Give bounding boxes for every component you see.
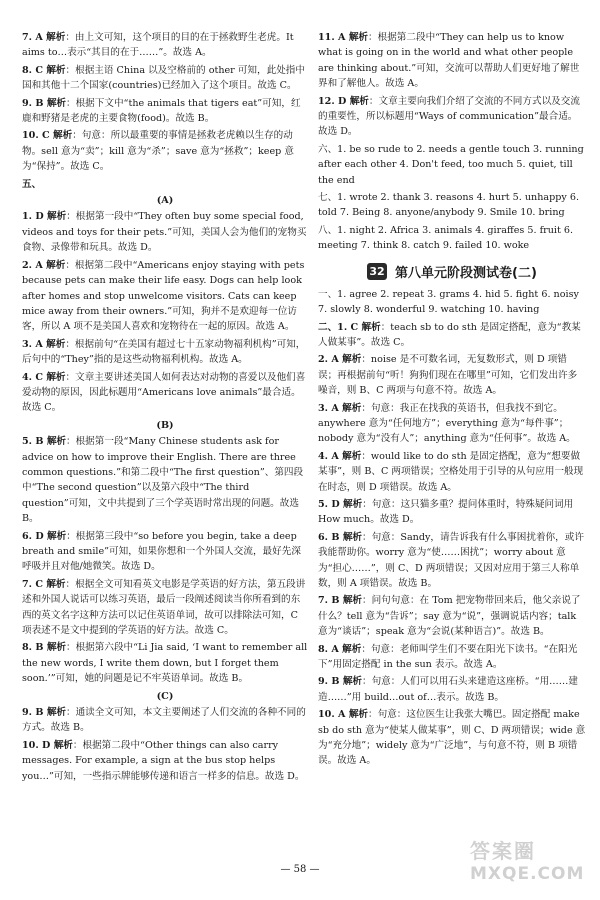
explanation-item [318,449,586,495]
explanation-tag: 解析 [46,64,66,76]
answer-line: 一、1. agree 2. repeat 3. grams 4. hid 5. fight 6. noisy 7. slowly 8. wonderful 9. watching 10. having [318,288,579,316]
explanation-item [22,434,308,526]
item-number: 7. [22,32,33,43]
answer-letter: C [38,130,54,142]
watermark-logo-text: 答案圈 [470,839,536,863]
answer-letter: B [32,707,47,719]
unit-number-badge: 32 [367,263,387,280]
item-number: 8. [22,64,33,76]
answer-letter: A [32,32,47,43]
passage-label: (B) [156,419,174,431]
item-number: 7. [22,578,33,590]
explanation-tag: 解析 [46,371,66,383]
explanation-item [22,705,308,736]
item-number: 8. [22,642,33,654]
explanation-text: ：根据第二段中“Americans enjoy staying with pets because pets can make their life easy. Dogs can help look after homes and stop unwelcome visitors. Cats can keep mice away from their owners.”可知，狗并不是欢迎每一位访客，所以 A 项不是美国人喜欢和宠物待在一起的原因。故选 A。 [22,259,305,333]
explanation-tag: 解析 [47,211,67,223]
explanation-item [318,593,586,639]
item-number: 6. [318,531,329,543]
answer-letter: B [328,531,343,543]
answer-letter: B [328,595,343,607]
answer-letter: A [328,354,343,366]
explanation-text: ：根据第一段“Many Chinese students ask for advice on how to improve their English. There are three common questions.”和第二段中“The first question”、第四段中“The second question”以及第六段中“The third question”可知，文中共提到了三个学英语时常出现的问题。故选 B。 [22,436,304,525]
explanation-item [318,530,586,592]
answer-letter: C [32,64,47,76]
answer-line: 八、1. night 2. Africa 3. animals 4. giraffes 5. fruit 6. meeting 7. think 8. catch 9. failed 10. woke [318,224,574,252]
explanation-tag: 解析 [342,643,362,655]
explanation-item [318,94,586,140]
explanation-text: ：根据第一段中“They often buy some special food, videos and toys for their pets.”可知，美国人会为他们的宠物买食物、录像带和玩具。故选 D。 [22,211,307,254]
answer-letter: A [334,32,349,43]
explanation-tag: 解析 [46,32,66,43]
answer-letter: D [328,498,344,510]
explanation-tag: 解析 [46,259,66,271]
explanation-text: ：根据全文可知看英文电影是学英语的好方法，第五段讲述和外国人说话可以练习英语，最后一段阐述阅读当你所看到的东西的英文名字这种方法可以记住英语单词，故可以排除法可知，C 项表述不是文中提到的学英语的好方法。故选 C。 [22,578,306,637]
answer-letter: A [328,643,343,655]
answer-letter: B [32,436,47,448]
explanation-text: ：由上文可知，这个项目的目的在于拯救野生老虎。It aims to…表示“其目的在于……”。故选 A。 [22,32,294,59]
explanation-item [22,738,308,784]
explanation-item [318,320,586,351]
explanation-text: ：根据前句“在美国有超过七十五家动物福利机构”可知，后句中的“They”指的是这些动物福利机构。故选 A。 [22,338,306,366]
watermark [470,835,584,884]
item-number: 10. [22,739,39,751]
answer-letter: D [32,211,48,223]
explanation-item [318,642,586,673]
watermark-site-text: MXQE.COM [470,864,585,884]
explanation-item [318,497,586,528]
answer-line: 六、1. be so rude to 2. needs a gentle touch 3. running after each other 4. Don't feed, too much 5. quiet, till the end [318,143,584,186]
explanation-tag: 解析 [342,402,362,414]
explanation-text: ：根据主语 China 以及空格前的 other 可知，此处指中国和其他十二个国家(countries)已经加入了这个项目。故选 C。 [22,64,305,92]
explanation-tag: 解析 [342,450,362,462]
answer-line: 七、1. wrote 2. thank 3. reasons 4. hurt 5. unhappy 6. told 7. Being 8. anyone/anybody 9. Smile 10. bring [318,192,579,219]
explanation-tag: 解析 [46,338,66,350]
passage-label: (A) [156,195,174,207]
explanation-tag: 解析 [46,97,66,109]
explanation-item [22,63,308,94]
explanation-tag: 解析 [342,595,362,607]
item-number: 10. [318,709,335,721]
explanation-tag: 解析 [47,530,67,542]
explanation-item [318,401,586,447]
explanation-item [318,707,586,769]
explanation-item [22,96,308,127]
explanation-item [318,674,586,705]
item-number: 7. [318,595,329,607]
item-number: 5. [318,498,329,510]
explanation-tag: 解析 [342,676,362,688]
answer-letter: A [328,450,343,462]
explanation-item [22,529,308,575]
item-number: 1. [22,211,33,223]
explanation-text: ：句意：Sandy，请告诉我有什么事困扰着你，或许我能帮助你。worry 意为“使……困扰”；worry about 意为“担心……”，则 C、D 两项错误；又因对应用于第三人称单数，则 A 项错误。故选 B。 [318,531,584,589]
section-heading: 五、 [22,178,42,190]
answer-letter: D [334,95,350,107]
explanation-tag: 解析 [53,739,73,751]
unit-title [318,262,586,281]
explanation-text: ：问句句意：在 Tom 把宠物带回来后，他父亲说了什么？tell 意为“告诉”；say 意为“说”，强调说话内容；talk 意为“谈话”；speak 意为“会说(某种语言)”。故选 B。 [318,595,581,638]
explanation-tag: 解析 [46,578,66,590]
explanation-item [22,30,308,61]
item-number: 2. [22,259,33,271]
explanation-text: ：根据第六段中“Li Jia said, ‘I want to remember all the new words, I write them down, but I forget them soon.’”可知，她的问题是记不牢英语单词。故选 B。 [22,642,308,685]
item-number: 3. [22,338,33,350]
item-number: 9. [22,97,33,109]
explanation-tag: 解析 [46,436,66,448]
answer-letter: C [32,371,47,383]
explanation-tag: 解析 [343,498,363,510]
explanation-text: ：句意：这位医生让我张大嘴巴。固定搭配 make sb do sth 意为“使某人做某事”，则 C、D 两项错误；wide 意为“充分地”；widely 意为“广泛地”，与句意不符，则 B 项错误。故选 A。 [318,709,586,767]
answer-letter: C [347,321,362,333]
explanation-tag: 解析 [46,707,66,719]
explanation-text: ：文章主要讲述美国人如何表达对动物的喜爱以及他们喜爱动物的原因，因此标题用“Americans love animals”最合适。故选 C。 [22,371,306,414]
unit-title-text: 第八单元阶段测试卷(二) [395,265,537,281]
explanation-text: ：根据第二段中“Other things can also carry messages. For example, a sign at the bus stop helps you…”可知，一些指示牌能够传递和语言一样多的信息。故选 D。 [22,739,305,782]
item-number: 3. [318,402,329,414]
right-column [318,30,586,771]
page-number: — 58 — [280,864,320,875]
answer-letter: A [334,709,349,721]
item-number: 12. [318,95,335,107]
explanation-tag: 解析 [348,32,369,43]
answer-letter: D [38,739,54,751]
explanation-text: ：根据第三段中“so before you begin, take a deep breath and smile”可知，如果你想和一个外国人交流，最好先深呼吸并且对他/她微笑。故选 D。 [22,530,301,573]
explanation-text: ：根据下文中“the animals that tigers eat”可知，红鹿和野猪是老虎的主要食物(food)。故选 B。 [22,97,301,125]
explanation-item [22,209,308,255]
explanation-text: ：句意：所以最重要的事情是拯救老虎赖以生存的动物。sell 意为“卖”；kill 意为“杀”；save 意为“拯救”；keep 意为“保持”。故选 C。 [22,130,294,173]
passage-label: (C) [156,690,174,702]
explanation-text: ：句意：我正在找我的英语书，但我找不到它。anywhere 意为“任何地方”；everything 意为“每件事”；nobody 意为“没有人”；anything 意为“任何事”。故选 A。 [318,402,576,445]
explanation-text: ：文章主要向我们介绍了交流的不同方式以及交流的重要性，所以标题用“Ways of communication”最合适。故选 D。 [318,95,580,138]
explanation-tag: 解析 [342,354,362,366]
item-number: 10. [22,130,39,142]
answer-letter: B [328,676,343,688]
explanation-tag: 解析 [53,130,73,142]
explanation-tag: 解析 [46,642,66,654]
item-number: 4. [22,371,33,383]
item-number: 5. [22,436,33,448]
explanation-text: ：句意：人们可以用石头来建造这座桥。“用……建造……”用 build…out of…表示。故选 B。 [318,676,578,703]
explanation-item [22,337,308,368]
answer-letter: B [32,97,47,109]
explanation-text: ：通读全文可知，本文主要阐述了人们交流的各种不同的方式。故选 B。 [22,707,306,734]
explanation-text: ：noise 是不可数名词，无复数形式，则 D 项错误；再根据前句“听！狗狗们现在在哪里”可知，它们发出许多噪音，则 B、C 两项与句意不符。故选 A。 [318,354,578,397]
explanation-text: ：根据第二段中“They can help us to know what is going on in the world and what other people are thinking about.”可知，交流可以帮助人们更好地了解世界和了解他人。故选 A。 [318,32,580,90]
explanation-tag: 解析 [348,709,369,721]
answer-letter: C [32,578,47,590]
explanation-item [318,30,586,92]
explanation-text: ：would like to do sth 是固定搭配，意为“想要做某事”，则 B、C 两项错误；空格处用于引导的从句应用一般现在时态，则 D 项错误。故选 A。 [318,450,584,493]
explanation-tag: 解析 [342,531,362,543]
explanation-item [22,640,308,686]
explanation-item [22,577,308,639]
explanation-tag: 解析 [361,321,381,333]
answer-letter: A [32,259,47,271]
explanation-tag: 解析 [349,95,369,107]
explanation-item [22,370,308,416]
item-number: 11. [318,32,335,43]
item-number: 二、1. [318,321,348,333]
left-column [22,30,308,786]
answer-letter: A [32,338,47,350]
item-number: 9. [318,676,329,688]
answer-letter: D [32,530,48,542]
explanation-item [22,128,308,174]
item-number: 6. [22,530,33,542]
answer-letter: A [328,402,343,414]
explanation-item [22,258,308,335]
explanation-text: ：句意：这只猫多重？提问体重时，特殊疑问词用 How much。故选 D。 [318,498,574,526]
item-number: 2. [318,354,329,366]
item-number: 4. [318,450,329,462]
answer-letter: B [32,642,47,654]
explanation-text: ：teach sb to do sth 是固定搭配，意为“教某人做某事”。故选 C。 [318,321,581,348]
explanation-item [318,352,586,398]
explanation-text: ：句意：老师叫学生们不要在阳光下读书。“在阳光下”用固定搭配 in the sun 表示。故选 A。 [318,643,578,671]
item-number: 8. [318,643,329,655]
item-number: 9. [22,707,33,719]
